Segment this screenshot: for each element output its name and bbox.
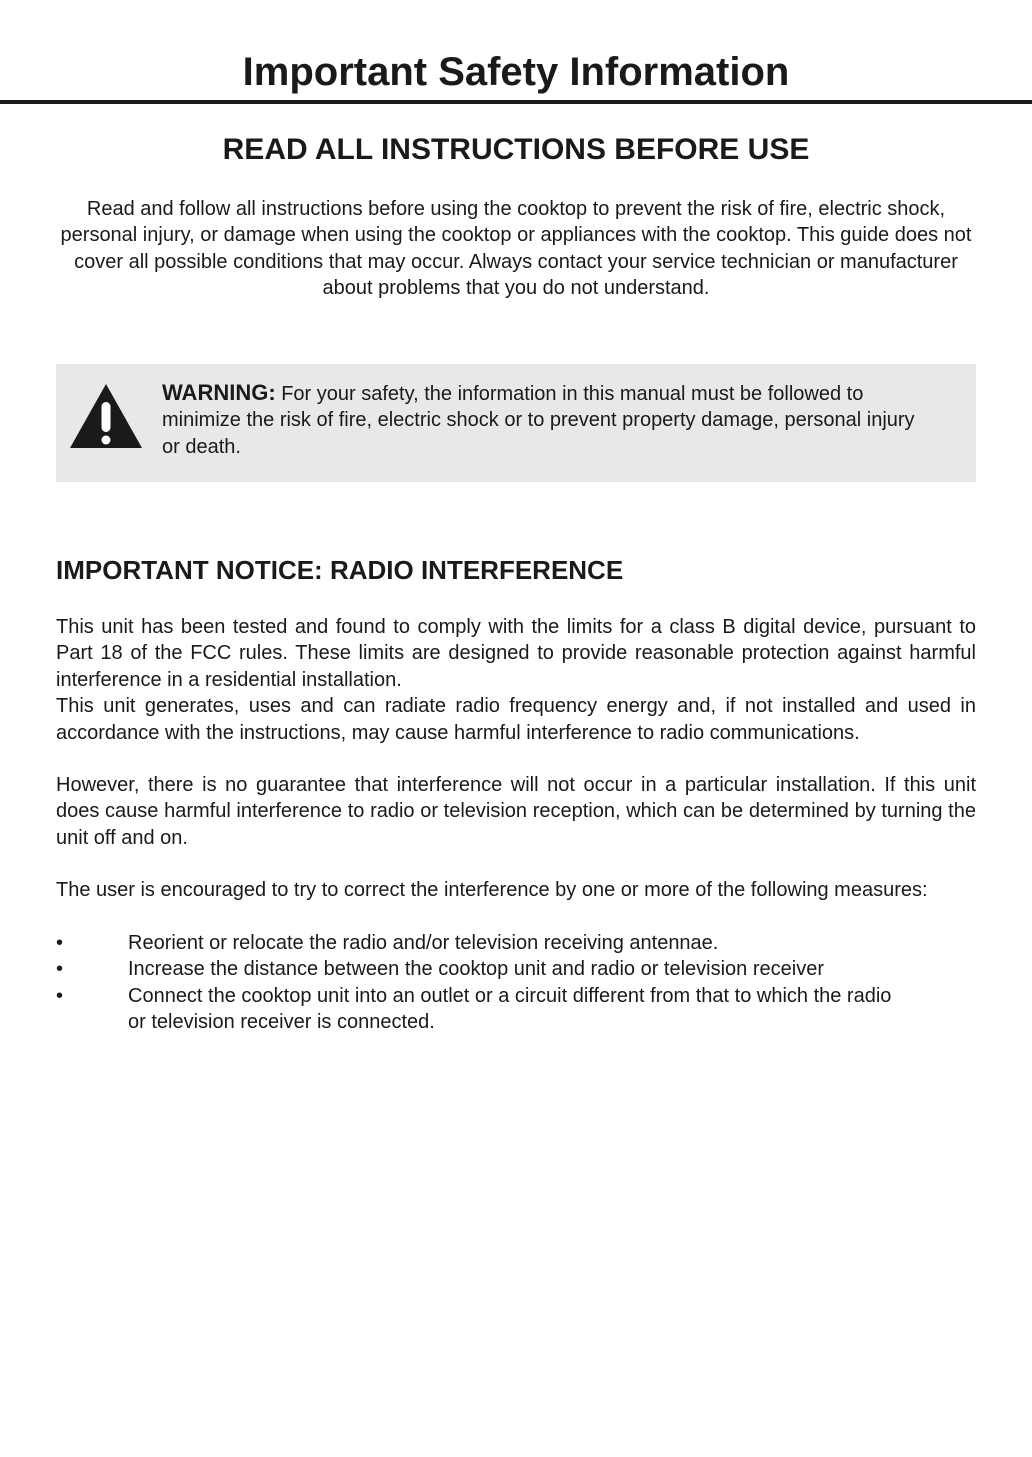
measures-intro-paragraph: The user is encouraged to try to correct the interference by one or more of the following measures: (56, 879, 928, 901)
warning-box (56, 364, 976, 482)
warning-label: WARNING: (162, 380, 276, 405)
warning-text (162, 380, 922, 460)
list-item (56, 956, 976, 982)
read-all-heading: READ ALL INSTRUCTIONS BEFORE USE (222, 133, 810, 166)
compliance-text-a: This unit has been tested and found to comply with the limits for a class B digital device, pursuant to Part 18 of the FCC rules. These limits are designed to provide reasonable protection against harmful interference in a residential installation. (56, 616, 976, 691)
measure-text: Reorient or relocate the radio and/or television receiving antennae. (128, 932, 719, 954)
bullet-icon: • (56, 932, 64, 954)
measures-list (56, 930, 976, 1036)
warning-triangle-icon (68, 382, 144, 450)
bullet-icon: • (56, 984, 64, 1007)
page-title: Important Safety Information (242, 50, 790, 94)
measure-text: Connect the cooktop unit into an outlet or a circuit different from that to which the radio or television receiver is connected. (128, 984, 892, 1034)
warning-body: For your safety, the information in this manual must be followed to minimize the risk of fire, electric shock or to prevent property damage, personal injury or death. (162, 383, 915, 458)
guarantee-paragraph: However, there is no guarantee that interference will not occur in a particular installation. If this unit does cause harmful interference to radio or television reception, which can be determined by turning the unit off and on. (56, 774, 976, 849)
list-item (56, 930, 976, 956)
measure-text: Increase the distance between the cooktop unit and radio or television receiver (128, 958, 824, 981)
intro-paragraph: Read and follow all instructions before using the cooktop to prevent the risk of fire, electric shock, personal injury, or damage when using the cooktop or appliances with the cooktop. This guide does not cover all possible conditions that may occur. Always contact your service technician or manufacturer about problems that you do not understand. (60, 198, 972, 300)
list-item (56, 983, 976, 1036)
title-divider (0, 100, 1032, 104)
radio-interference-heading: IMPORTANT NOTICE: RADIO INTERFERENCE (56, 555, 624, 585)
compliance-text-b: This unit generates, uses and can radiate radio frequency energy and, if not installed and used in accordance with the instructions, may cause harmful interference to radio communications. (56, 695, 976, 744)
bullet-icon: • (56, 958, 64, 981)
compliance-paragraph (56, 614, 976, 746)
